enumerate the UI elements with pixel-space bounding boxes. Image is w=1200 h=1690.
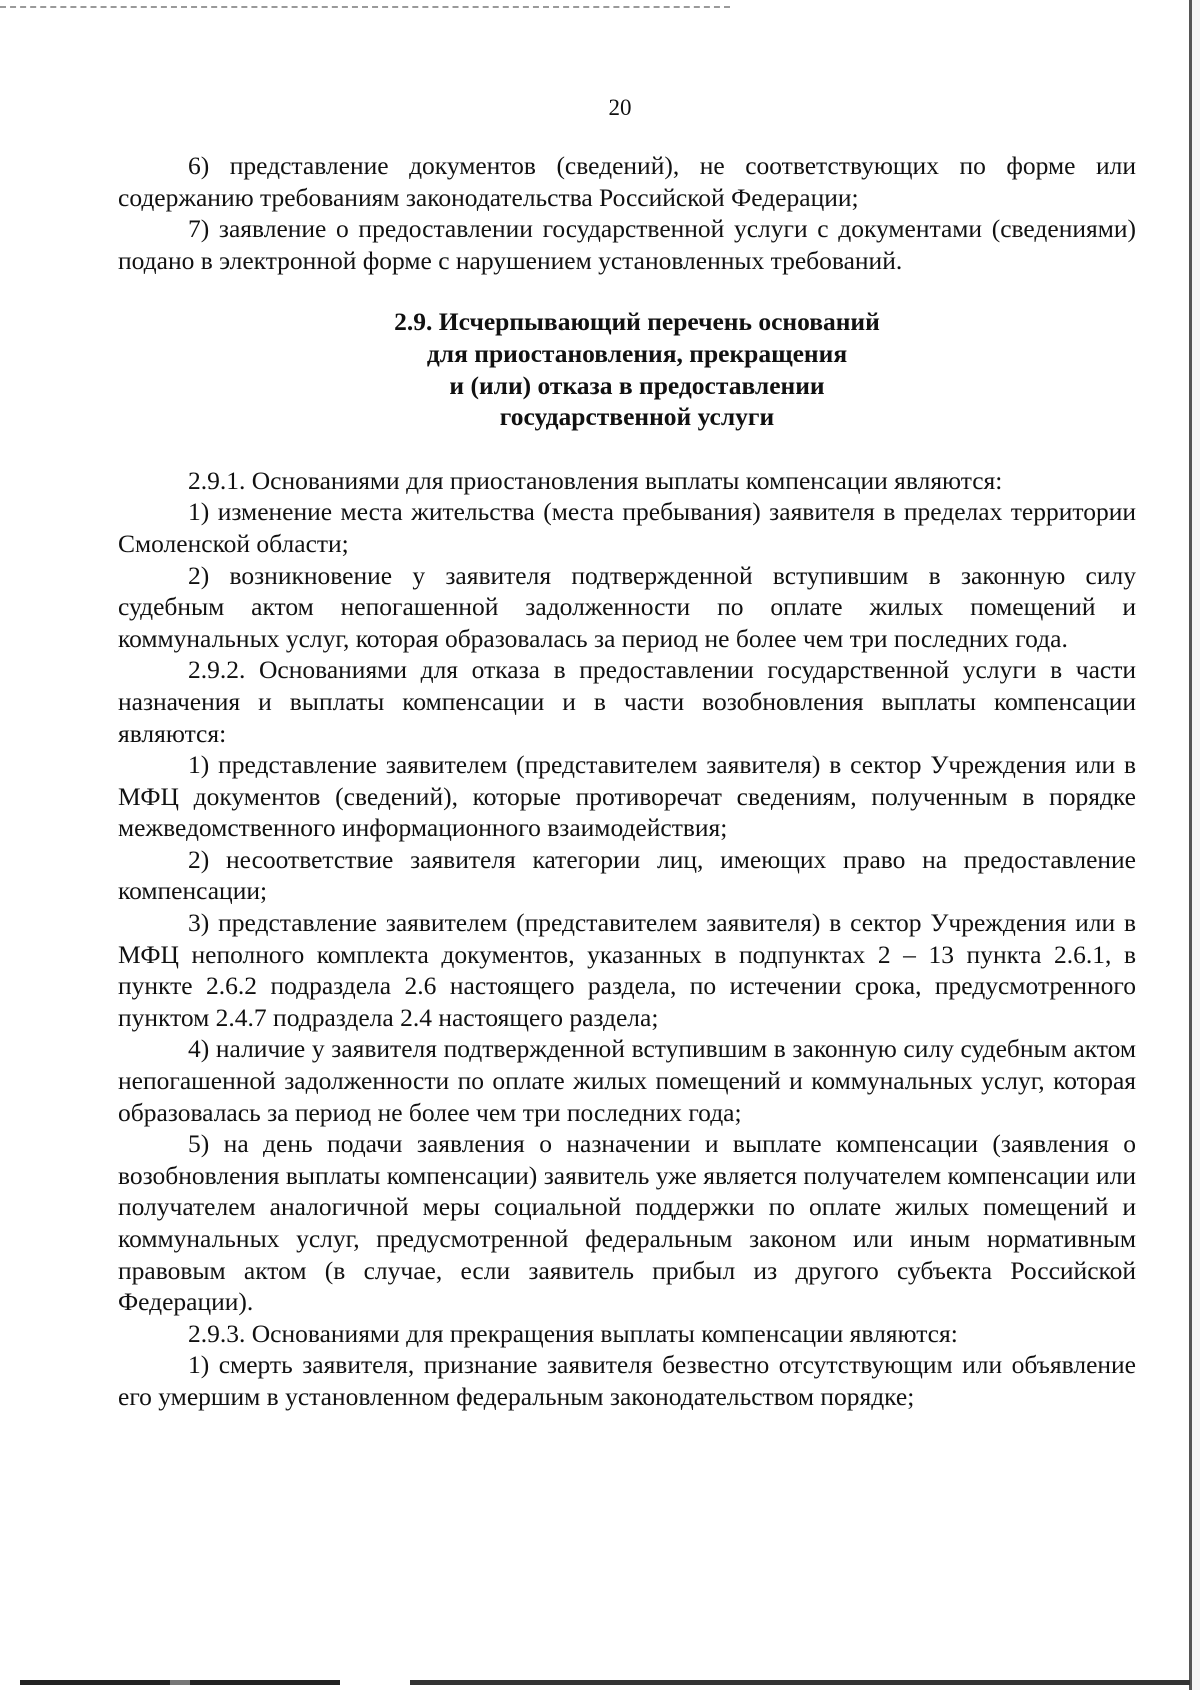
section-heading-line: 2.9. Исчерпывающий перечень оснований	[394, 307, 880, 337]
clause-2-9-2-item-3: 3) представление заявителем (представителем заявителя) в сектор Учреждения или в МФЦ неполного комплекта документов, указанных в подпунктах 2 – 13 пункта 2.6.1, в пункте 2.6.2 подраздела 2.6 настоящего раздела, по истечении срока, предусмотренного пунктом 2.4.7 подраздела 2.4 настоящего раздела;	[118, 908, 1136, 1032]
list-item-6: 6) представление документов (сведений), не соответствующих по форме или содержанию требованиям законодательства Российской Федерации;	[118, 151, 1136, 212]
clause-2-9-2-item-1: 1) представление заявителем (представителем заявителя) в сектор Учреждения или в МФЦ документов (сведений), которые противоречат сведениям, полученным в порядке межведомственного информационного взаимодействия;	[118, 750, 1136, 843]
clause-2-9-2-item-5: 5) на день подачи заявления о назначении и выплате компенсации (заявления о возобновления выплаты компенсации) заявитель уже является получателем компенсации или получателем аналогичной меры социальной поддержки по оплате жилых помещений и коммунальных услуг, предусмотренной федеральным законом или иным нормативным правовым актом (в случае, если заявитель прибыл из другого субъекта Российской Федерации).	[118, 1129, 1136, 1317]
scan-right-edge	[1189, 0, 1200, 1690]
page-number: 20	[608, 95, 632, 120]
list-item-7: 7) заявление о предоставлении государственной услуги с документами (сведениями) подано в электронной форме с нарушением установленных требований.	[118, 214, 1136, 275]
clause-2-9-1-item-1: 1) изменение места жительства (места пребывания) заявителя в пределах территории Смоленской области;	[118, 497, 1136, 558]
section-heading-line: для приостановления, прекращения	[426, 338, 848, 368]
section-heading	[118, 306, 1136, 432]
clause-2-9-2-item-2: 2) несоответствие заявителя категории лиц, имеющих право на предоставление компенсации;	[118, 844, 1136, 906]
scan-bottom-edge	[20, 1680, 1190, 1685]
section-heading-line: государственной услуги	[499, 402, 775, 432]
clause-2-9-1-item-2: 2) возникновение у заявителя подтвержденной вступившим в законную силу судебным актом непогашенной задолженности по оплате жилых помещений и коммунальных услуг, которая образовалась за период не более чем три последних года.	[118, 560, 1136, 653]
clause-2-9-2-item-4: 4) наличие у заявителя подтвержденной вступившим в законную силу судебным актом непогашенной задолженности по оплате жилых помещений и коммунальных услуг, которая образовалась за период не более чем три последних года;	[118, 1034, 1136, 1127]
scan-top-edge	[0, 6, 730, 8]
document-body	[118, 150, 1136, 1413]
section-heading-line: и (или) отказа в предоставлении	[449, 370, 825, 400]
clause-2-9-3: 2.9.3. Основаниями для прекращения выплаты компенсации являются:	[188, 1318, 958, 1348]
clause-2-9-1: 2.9.1. Основаниями для приостановления выплаты компенсации являются:	[188, 465, 1003, 495]
clause-2-9-2: 2.9.2. Основаниями для отказа в предоставлении государственной услуги в части назначения и выплаты компенсации и в части возобновления выплаты компенсации являются:	[118, 655, 1136, 748]
clause-2-9-3-item-1: 1) смерть заявителя, признание заявителя безвестно отсутствующим или объявление его умершим в установленном федеральным законодательством порядке;	[118, 1350, 1136, 1411]
